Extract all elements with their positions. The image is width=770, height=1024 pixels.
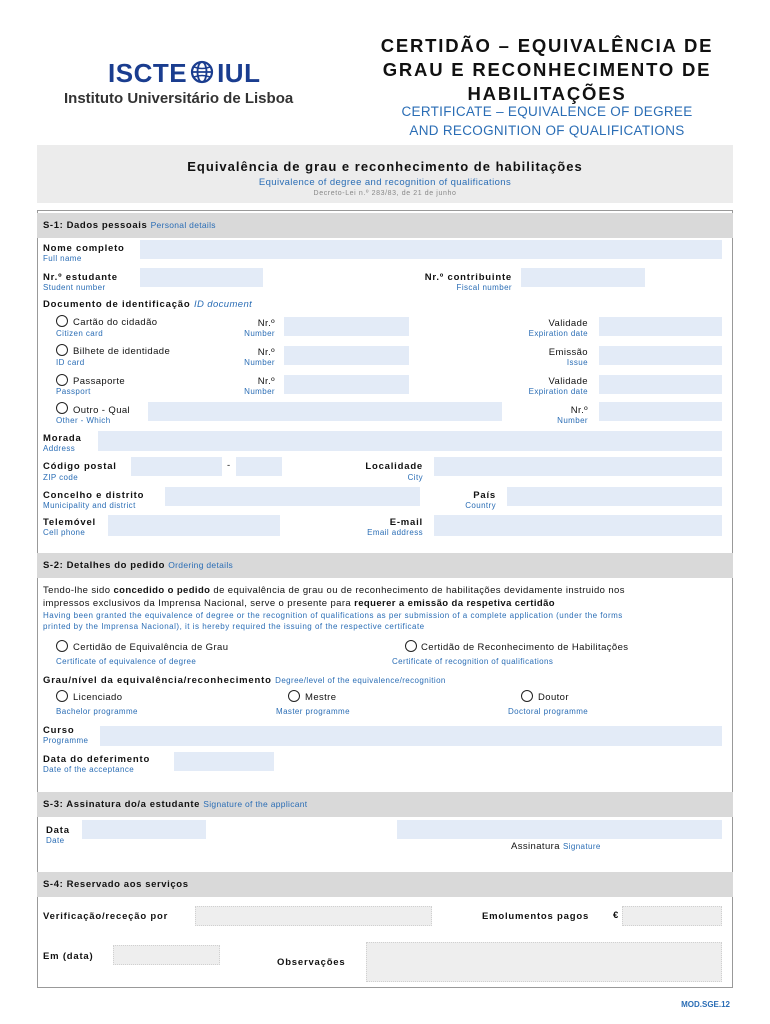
bachelor-label-en: Bachelor programme <box>56 707 138 716</box>
para-bold: concedido o pedido <box>113 585 211 596</box>
passport-expiration-field[interactable] <box>599 375 722 394</box>
verification-label: Verificação/receção por <box>43 911 169 922</box>
district-label-en: Municipality and district <box>43 501 136 510</box>
signature-field[interactable] <box>397 820 722 839</box>
on-date-label: Em (data) <box>43 951 94 962</box>
banner-title: Equivalência de grau e reconhecimento de habilitações <box>187 159 583 174</box>
cert-equivalence-radio[interactable] <box>56 640 68 652</box>
title-pt-line: HABILITAÇÕES <box>467 83 627 104</box>
zip-label-en: ZIP code <box>43 473 79 482</box>
section-label: S-1: Dados pessoais <box>43 220 148 231</box>
signature-date-field[interactable] <box>82 820 206 839</box>
email-label-en: Email address <box>367 528 423 537</box>
section-label: S-2: Detalhes do pedido <box>43 560 166 571</box>
full-name-label-en: Full name <box>43 254 82 263</box>
title-pt <box>352 34 742 106</box>
doc-number-label-en: Number <box>244 329 275 338</box>
banner-subtitle: Equivalence of degree and recognition of qualifications <box>258 177 512 188</box>
address-label-en: Address <box>43 444 76 453</box>
doc-number-label-en: Number <box>244 387 275 396</box>
id-doc-label <box>43 299 252 310</box>
address-field[interactable] <box>98 431 722 451</box>
expiration-label-en: Expiration date <box>528 329 588 338</box>
passport-label-en: Passport <box>56 387 91 396</box>
city-label-en: City <box>407 473 423 482</box>
section-label: S-3: Assinatura do/a estudante <box>43 799 201 810</box>
city-field[interactable] <box>434 457 722 476</box>
taxpayer-label-en: Fiscal number <box>456 283 512 292</box>
expiration-label-en: Expiration date <box>528 387 588 396</box>
student-number-label-en: Student number <box>43 283 106 292</box>
passport-label: Passaporte <box>73 376 126 387</box>
request-paragraph-line-1 <box>43 584 727 597</box>
other-doc-which-field[interactable] <box>148 402 502 421</box>
city-label: Localidade <box>365 461 423 472</box>
id-doc-label-pt: Documento de identificação <box>43 299 191 310</box>
on-date-field[interactable] <box>113 945 220 965</box>
country-label-en: Country <box>465 501 496 510</box>
acceptance-date-label: Data do deferimento <box>43 754 151 765</box>
citizen-card-number-field[interactable] <box>284 317 409 336</box>
request-paragraph-en-line: printed by the Imprensa Nacional), it is hereby required the issuing of the respective certificate <box>43 622 425 631</box>
doc-number-label-en: Number <box>244 358 275 367</box>
level-label-en: Degree/level of the equivalence/recognition <box>275 676 446 685</box>
verification-field[interactable] <box>195 906 432 926</box>
course-label: Curso <box>43 725 75 736</box>
logo-right-text: IUL <box>217 58 261 88</box>
level-label-pt: Grau/nível da equivalência/reconhecimento <box>43 675 272 686</box>
section-label-en: Ordering details <box>168 560 234 570</box>
remarks-field[interactable] <box>366 942 722 982</box>
email-field[interactable] <box>434 515 722 536</box>
remarks-label: Observações <box>277 957 346 968</box>
acceptance-date-label-en: Date of the acceptance <box>43 765 135 774</box>
citizen-card-radio[interactable] <box>56 315 68 327</box>
doctoral-label: Doutor <box>538 692 569 703</box>
title-en <box>352 102 742 140</box>
course-field[interactable] <box>100 726 722 746</box>
request-paragraph <box>43 584 727 610</box>
zip-field-1[interactable] <box>131 457 222 476</box>
id-card-label-en: ID card <box>56 358 85 367</box>
citizen-card-label: Cartão do cidadão <box>73 317 158 328</box>
doc-number-label: Nr.º <box>257 318 275 329</box>
title-en-line: CERTIFICATE – EQUIVALENCE OF DEGREE <box>401 104 693 119</box>
form-code: MOD.SGE.12 <box>681 1000 730 1009</box>
other-doc-number-field[interactable] <box>599 402 722 421</box>
section-label-en: Signature of the applicant <box>203 799 308 809</box>
section-label: S-4: Reservado aos serviços <box>43 879 189 890</box>
cert-equivalence-label: Certidão de Equivalência de Grau <box>73 642 229 653</box>
iscte-logo <box>108 58 260 91</box>
bachelor-label: Licenciado <box>73 692 123 703</box>
institution-name: Instituto Universitário de Lisboa <box>64 90 294 107</box>
signature-label-pt: Assinatura <box>511 841 560 852</box>
doc-number-label-en: Number <box>557 416 588 425</box>
para-text: Tendo-lhe sido <box>43 585 114 596</box>
cert-recognition-label: Certidão de Reconhecimento de Habilitações <box>421 642 629 653</box>
master-label: Mestre <box>305 692 337 703</box>
globe-icon <box>190 60 214 91</box>
master-radio[interactable] <box>288 690 300 702</box>
passport-number-field[interactable] <box>284 375 409 394</box>
signature-date-label-en: Date <box>46 836 65 845</box>
expiration-label: Validade <box>548 318 588 329</box>
issue-label-en: Issue <box>566 358 588 367</box>
student-number-field[interactable] <box>140 268 263 287</box>
id-card-issue-field[interactable] <box>599 346 722 365</box>
full-name-label: Nome completo <box>43 243 125 254</box>
district-label: Concelho e distrito <box>43 490 145 501</box>
phone-label-en: Cell phone <box>43 528 86 537</box>
other-doc-radio[interactable] <box>56 402 68 414</box>
id-card-label: Bilhete de identidade <box>73 346 171 357</box>
full-name-field[interactable] <box>140 240 722 259</box>
other-doc-label: Outro - Qual <box>73 405 131 416</box>
country-label: País <box>473 490 496 501</box>
citizen-card-expiration-field[interactable] <box>599 317 722 336</box>
section-s1-header <box>37 213 733 238</box>
level-label <box>43 675 446 686</box>
master-label-en: Master programme <box>276 707 350 716</box>
title-pt-line: GRAU E RECONHECIMENTO DE <box>382 59 712 80</box>
title-pt-line: CERTIDÃO – EQUIVALÊNCIA DE <box>380 35 714 56</box>
request-paragraph-en <box>43 610 729 632</box>
course-label-en: Programme <box>43 736 89 745</box>
para-text: impressos exclusivos da Imprensa Nacional, serve o presente para <box>43 598 355 609</box>
expiration-label: Validade <box>548 376 588 387</box>
id-card-number-field[interactable] <box>284 346 409 365</box>
signature-label <box>511 841 601 852</box>
student-number-label: Nr.º estudante <box>43 272 118 283</box>
doc-number-label: Nr.º <box>257 347 275 358</box>
issue-label: Emissão <box>548 347 588 358</box>
request-paragraph-en-line: Having been granted the equivalence of degree or the recognition of qualifications as per submission of a complete application (under the forms <box>43 611 623 620</box>
passport-radio[interactable] <box>56 374 68 386</box>
address-label: Morada <box>43 433 82 444</box>
doctoral-label-en: Doctoral programme <box>508 707 589 716</box>
zip-label: Código postal <box>43 461 117 472</box>
title-en-line: AND RECOGNITION OF QUALIFICATIONS <box>409 123 685 138</box>
doc-number-label: Nr.º <box>257 376 275 387</box>
taxpayer-field[interactable] <box>521 268 645 287</box>
cert-recognition-radio[interactable] <box>405 640 417 652</box>
euro-symbol: € <box>613 910 620 921</box>
acceptance-date-field[interactable] <box>174 752 274 771</box>
bachelor-radio[interactable] <box>56 690 68 702</box>
banner-law: Decreto-Lei n.º 283/83, de 21 de junho <box>313 190 457 197</box>
doctoral-radio[interactable] <box>521 690 533 702</box>
section-label-en: Personal details <box>150 220 216 230</box>
section-s3-header <box>37 792 733 817</box>
phone-field[interactable] <box>108 515 280 536</box>
email-label: E-mail <box>389 517 423 528</box>
cert-recognition-label-en: Certificate of recognition of qualifications <box>392 657 554 666</box>
country-field[interactable] <box>507 487 722 506</box>
section-s4-header <box>37 872 733 897</box>
signature-label-en: Signature <box>562 842 601 851</box>
doc-number-label: Nr.º <box>570 405 588 416</box>
para-bold: requerer a emissão da respetiva certidão <box>354 598 555 609</box>
id-doc-label-en: ID document <box>193 299 253 310</box>
request-paragraph-line-2 <box>43 597 727 610</box>
form-banner <box>37 145 733 203</box>
cert-equivalence-label-en: Certificate of equivalence of degree <box>56 657 197 666</box>
id-card-radio[interactable] <box>56 344 68 356</box>
taxpayer-label: Nr.º contribuinte <box>424 272 512 283</box>
other-doc-label-en: Other - Which <box>56 416 111 425</box>
zip-separator: - <box>227 460 231 471</box>
district-field[interactable] <box>165 487 420 506</box>
citizen-card-label-en: Citizen card <box>56 329 104 338</box>
zip-field-2[interactable] <box>236 457 282 476</box>
phone-label: Telemóvel <box>43 517 96 528</box>
para-text: de equivalência de grau ou de reconhecimento de habilitações devidamente instruido nos <box>210 585 625 596</box>
fees-label: Emolumentos pagos <box>482 911 590 922</box>
logo-left-text: ISCTE <box>108 58 188 88</box>
fees-field[interactable] <box>622 906 722 926</box>
section-s2-header <box>37 553 733 578</box>
signature-date-label: Data <box>46 825 70 836</box>
